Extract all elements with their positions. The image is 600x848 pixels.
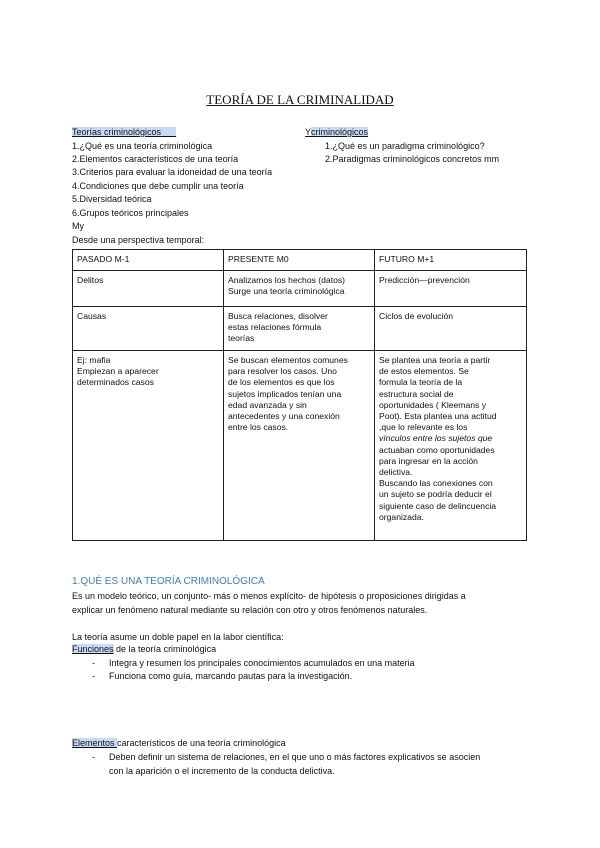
right-column-heading: Ycriminológicos: [305, 127, 369, 137]
left-item-5: 5.Diversidad teórica: [72, 194, 152, 204]
table-header-row: [73, 250, 527, 271]
left-item-7: My: [72, 221, 84, 231]
function-item-2: Funciona como guía, marcando pautas para la investigación.: [109, 671, 353, 681]
dual-role-text: La teoría asume un doble papel en la labor científica:: [72, 632, 284, 642]
header-presente: PRESENTE M0: [224, 250, 375, 271]
section-1-para-line-1: Es un modelo teórico, un conjunto- más o menos explícito- de hipótesis o proposiciones dirigidas a: [72, 591, 466, 601]
bullet-dash: -: [92, 658, 95, 668]
functions-heading: Funciones de la teoría criminológica: [72, 644, 217, 654]
table-cell: Se plantea una teoría a partir de estos elementos. Se formula la teoría de la estructura social de oportunidades ( Kleemans y Poot). Esta plantea una actitud ,que lo relevante es los vínculos entre los sujetos que actuaban como oportunidades para ingresar en la acción delictiva. Buscando las conexiones con un sujeto se podría deducir el siguiente caso de delincuencia organizada.: [375, 351, 527, 541]
left-item-4: 4.Condiciones que debe cumplir una teoría: [72, 181, 244, 191]
table-cell: Analizamos los hechos (datos) Surge una teoría criminológica: [224, 271, 375, 307]
table-row: [73, 307, 527, 351]
elements-heading: Elementos característicos de una teoría criminológica: [72, 738, 286, 748]
table-cell: Ciclos de evolución: [375, 307, 527, 351]
table-cell: Se buscan elementos comunes para resolver los casos. Uno de los elementos es que los sujetos implicados tenían una edad avanzada y sin antecedentes y una conexión entre los casos.: [224, 351, 375, 541]
left-item-2: 2.Elementos característicos de una teoría: [72, 154, 239, 164]
table-cell: Delitos: [73, 271, 224, 307]
elements-item-line-1: Deben definir un sistema de relaciones, en el que uno o más factores explicativos se asocien: [109, 752, 481, 762]
left-item-3: 3.Criterios para evaluar la idoneidad de una teoría: [72, 167, 273, 177]
table-cell: Busca relaciones, disolver estas relaciones fórmula teorías: [224, 307, 375, 351]
right-item-2: 2.Paradigmas criminológicos concretos mm: [325, 154, 500, 164]
section-1-title: 1.QUÉ ES UNA TEORÍA CRIMINOLÓGICA: [72, 576, 265, 587]
temporal-table: [72, 249, 527, 541]
table-cell: Causas: [73, 307, 224, 351]
left-column-heading: Teorías criminológicos: [72, 126, 176, 139]
document-title: TEORÍA DE LA CRIMINALIDAD: [206, 92, 394, 107]
table-cell: Predicción—prevención: [375, 271, 527, 307]
right-item-1: 1.¿Qué es un paradigma criminológico?: [325, 141, 485, 151]
header-futuro: FUTURO M+1: [375, 250, 527, 271]
bullet-dash: -: [92, 752, 95, 762]
elements-item-line-2: con la aparición o el incremento de la conducta delictiva.: [109, 766, 335, 776]
section-1-para-line-2: explicar un fenómeno natural mediante su relación con otro y otros fenómenos naturales.: [72, 605, 428, 615]
header-pasado: PASADO M-1: [73, 250, 224, 271]
function-item-1: Integra y resumen los principales conocimientos acumulados en una materia: [109, 658, 415, 668]
table-cell: Ej: mafia Empiezan a aparecer determinados casos: [73, 351, 224, 541]
table-row: [73, 351, 527, 541]
table-row: [73, 271, 527, 307]
left-item-6: 6.Grupos teóricos principales: [72, 208, 189, 218]
perspective-label: Desde una perspectiva temporal:: [72, 235, 205, 245]
bullet-dash: -: [92, 671, 95, 681]
left-item-1: 1.¿Qué es una teoría criminológica: [72, 141, 213, 151]
